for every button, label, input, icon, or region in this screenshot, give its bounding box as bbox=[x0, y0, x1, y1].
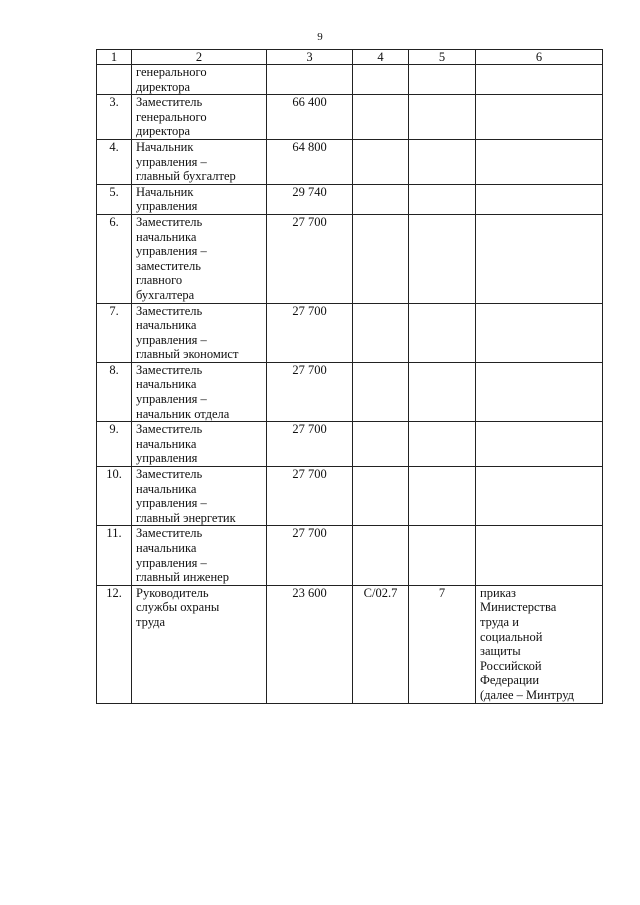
table-row bbox=[97, 303, 603, 362]
salary-cell: 27 700 bbox=[267, 526, 353, 585]
qualification-level-cell bbox=[409, 214, 476, 303]
document-reference-cell-line: (далее – Минтруд bbox=[480, 687, 575, 702]
function-code-cell bbox=[353, 95, 409, 140]
position-name-cell-line: начальника bbox=[136, 436, 197, 451]
row-number-cell: 8. bbox=[97, 362, 132, 421]
table-row bbox=[97, 362, 603, 421]
position-name-cell-line: Заместитель bbox=[136, 95, 203, 110]
header-cell-2: 2 bbox=[132, 50, 267, 65]
document-reference-cell-line: Федерации bbox=[480, 673, 540, 688]
document-reference-cell-line: Министерства bbox=[480, 600, 557, 615]
row-number-cell: 4. bbox=[97, 139, 132, 184]
salary-cell: 27 700 bbox=[267, 214, 353, 303]
qualification-level-cell bbox=[409, 362, 476, 421]
qualification-level-cell bbox=[409, 422, 476, 467]
row-number-cell: 7. bbox=[97, 303, 132, 362]
position-name-cell-line: директора bbox=[136, 124, 191, 139]
row-number-cell bbox=[97, 65, 132, 95]
document-reference-cell-line: труда и bbox=[480, 614, 519, 629]
document-reference-cell bbox=[476, 95, 603, 140]
document-reference-cell-line: приказ bbox=[480, 585, 516, 600]
row-number-cell: 12. bbox=[97, 585, 132, 703]
position-name-cell-line: Заместитель bbox=[136, 526, 203, 541]
position-name-cell-line: управления bbox=[136, 199, 198, 214]
position-name-cell-line: начальника bbox=[136, 481, 197, 496]
qualification-level-cell bbox=[409, 139, 476, 184]
position-name-cell-line: главный энергетик bbox=[136, 510, 236, 525]
position-name-cell bbox=[132, 422, 267, 467]
table-row bbox=[97, 526, 603, 585]
document-reference-cell bbox=[476, 303, 603, 362]
qualification-level-cell bbox=[409, 95, 476, 140]
header-cell-3: 3 bbox=[267, 50, 353, 65]
position-name-cell-line: управления – bbox=[136, 332, 207, 347]
table-row bbox=[97, 585, 603, 703]
position-name-cell-line: директора bbox=[136, 79, 191, 94]
position-name-cell-line: службы охраны bbox=[136, 600, 220, 615]
position-name-cell bbox=[132, 65, 267, 95]
function-code-cell bbox=[353, 526, 409, 585]
position-name-cell-line: Заместитель bbox=[136, 422, 203, 437]
salary-cell: 23 600 bbox=[267, 585, 353, 703]
position-name-cell-line: управления – bbox=[136, 154, 207, 169]
position-name-cell-line: начальника bbox=[136, 318, 197, 333]
document-reference-cell bbox=[476, 184, 603, 214]
page-number: 9 bbox=[317, 31, 323, 43]
salary-cell: 66 400 bbox=[267, 95, 353, 140]
position-name-cell-line: главный инженер bbox=[136, 570, 229, 585]
position-name-cell-line: начальника bbox=[136, 229, 197, 244]
position-name-cell-line: труда bbox=[136, 614, 166, 629]
table-row bbox=[97, 65, 603, 95]
position-name-cell bbox=[132, 526, 267, 585]
document-reference-cell bbox=[476, 585, 603, 703]
document-reference-cell-line: защиты bbox=[480, 644, 521, 659]
function-code-cell bbox=[353, 422, 409, 467]
position-name-cell-line: начальника bbox=[136, 377, 197, 392]
document-reference-cell bbox=[476, 422, 603, 467]
document-reference-cell bbox=[476, 214, 603, 303]
position-name-cell bbox=[132, 214, 267, 303]
table-row bbox=[97, 139, 603, 184]
position-name-cell-line: генерального bbox=[136, 65, 207, 79]
position-name-cell bbox=[132, 184, 267, 214]
position-name-cell-line: Начальник bbox=[136, 184, 194, 199]
position-name-cell-line: главный бухгалтер bbox=[136, 169, 236, 184]
position-name-cell-line: начальник отдела bbox=[136, 406, 230, 421]
position-name-cell bbox=[132, 303, 267, 362]
document-reference-cell bbox=[476, 526, 603, 585]
position-name-cell-line: управления bbox=[136, 451, 198, 466]
table-row bbox=[97, 214, 603, 303]
header-cell-4: 4 bbox=[353, 50, 409, 65]
document-reference-cell bbox=[476, 65, 603, 95]
position-name-cell-line: Заместитель bbox=[136, 214, 203, 229]
function-code-cell bbox=[353, 184, 409, 214]
qualification-level-cell bbox=[409, 184, 476, 214]
document-reference-cell bbox=[476, 467, 603, 526]
function-code-cell bbox=[353, 362, 409, 421]
qualification-level-cell bbox=[409, 526, 476, 585]
table-row bbox=[97, 422, 603, 467]
position-name-cell-line: Заместитель bbox=[136, 362, 203, 377]
salary-cell bbox=[267, 65, 353, 95]
function-code-cell bbox=[353, 214, 409, 303]
position-name-cell-line: Руководитель bbox=[136, 585, 209, 600]
salary-cell: 64 800 bbox=[267, 139, 353, 184]
table-header-row bbox=[97, 50, 603, 65]
salary-cell: 27 700 bbox=[267, 303, 353, 362]
qualification-level-cell bbox=[409, 467, 476, 526]
function-code-cell bbox=[353, 467, 409, 526]
position-name-cell-line: начальника bbox=[136, 541, 197, 555]
header-cell-6: 6 bbox=[476, 50, 603, 65]
position-name-cell-line: управления – bbox=[136, 244, 207, 259]
header-cell-1: 1 bbox=[97, 50, 132, 65]
table-row bbox=[97, 467, 603, 526]
header-cell-5: 5 bbox=[409, 50, 476, 65]
salary-table bbox=[96, 49, 603, 704]
position-name-cell-line: Начальник bbox=[136, 139, 194, 154]
function-code-cell bbox=[353, 303, 409, 362]
table-body bbox=[97, 50, 603, 704]
function-code-cell bbox=[353, 139, 409, 184]
position-name-cell bbox=[132, 362, 267, 421]
position-name-cell-line: управления – bbox=[136, 496, 207, 511]
row-number-cell: 11. bbox=[97, 526, 132, 585]
row-number-cell: 5. bbox=[97, 184, 132, 214]
salary-cell: 27 700 bbox=[267, 362, 353, 421]
position-name-cell-line: управления – bbox=[136, 392, 207, 407]
position-name-cell-line: бухгалтера bbox=[136, 287, 195, 302]
salary-cell: 27 700 bbox=[267, 467, 353, 526]
row-number-cell: 6. bbox=[97, 214, 132, 303]
salary-cell: 27 700 bbox=[267, 422, 353, 467]
qualification-level-cell: 7 bbox=[409, 585, 476, 703]
position-name-cell-line: главного bbox=[136, 273, 183, 288]
salary-cell: 29 740 bbox=[267, 184, 353, 214]
position-name-cell-line: главный экономист bbox=[136, 347, 239, 362]
row-number-cell: 10. bbox=[97, 467, 132, 526]
table-row bbox=[97, 184, 603, 214]
position-name-cell bbox=[132, 95, 267, 140]
position-name-cell bbox=[132, 585, 267, 703]
row-number-cell: 9. bbox=[97, 422, 132, 467]
table-row bbox=[97, 95, 603, 140]
row-number-cell: 3. bbox=[97, 95, 132, 140]
document-reference-cell-line: социальной bbox=[480, 629, 543, 644]
position-name-cell-line: заместитель bbox=[136, 258, 201, 273]
position-name-cell-line: Заместитель bbox=[136, 467, 203, 482]
position-name-cell-line: управления – bbox=[136, 555, 207, 570]
function-code-cell bbox=[353, 65, 409, 95]
position-name-cell-line: Заместитель bbox=[136, 303, 203, 318]
function-code-cell: С/02.7 bbox=[353, 585, 409, 703]
qualification-level-cell bbox=[409, 65, 476, 95]
qualification-level-cell bbox=[409, 303, 476, 362]
position-name-cell-line: генерального bbox=[136, 109, 207, 124]
document-reference-cell bbox=[476, 362, 603, 421]
document-reference-cell bbox=[476, 139, 603, 184]
position-name-cell bbox=[132, 139, 267, 184]
document-reference-cell-line: Российской bbox=[480, 658, 542, 673]
position-name-cell bbox=[132, 467, 267, 526]
